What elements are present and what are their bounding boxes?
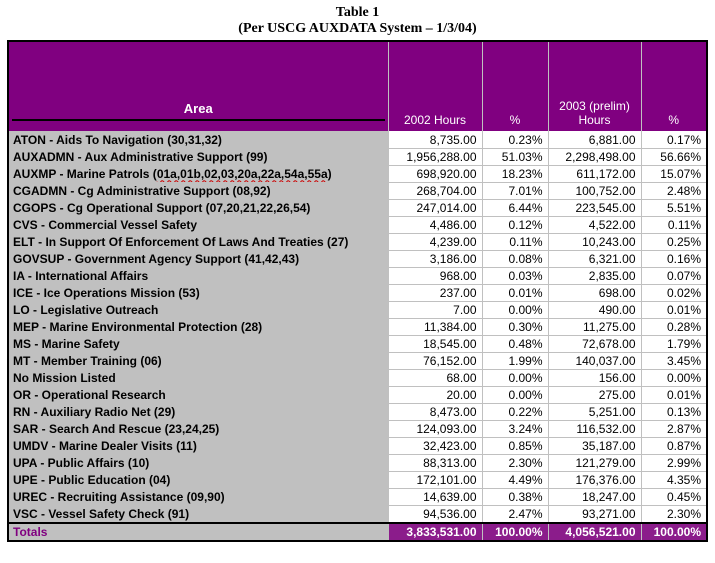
table-footer bbox=[8, 523, 707, 541]
pct-2002-cell: 0.23% bbox=[482, 131, 548, 148]
table-row bbox=[8, 301, 707, 318]
pct-2002-cell: 2.30% bbox=[482, 454, 548, 471]
totals-2002-hours: 3,833,531.00 bbox=[388, 523, 482, 541]
pct-2003-cell: 0.02% bbox=[641, 284, 707, 301]
table-row bbox=[8, 148, 707, 165]
pct-2002-cell: 0.01% bbox=[482, 284, 548, 301]
table-row bbox=[8, 437, 707, 454]
pct-2003-cell: 0.45% bbox=[641, 488, 707, 505]
table-row bbox=[8, 267, 707, 284]
hours-2003-cell: 2,835.00 bbox=[548, 267, 641, 284]
table-row bbox=[8, 335, 707, 352]
hours-2003-cell: 11,275.00 bbox=[548, 318, 641, 335]
totals-row bbox=[8, 523, 707, 541]
area-cell: ATON - Aids To Navigation (30,31,32) bbox=[8, 131, 388, 148]
pct-2003-cell: 0.01% bbox=[641, 301, 707, 318]
hours-2002-cell: 237.00 bbox=[388, 284, 482, 301]
table-row bbox=[8, 420, 707, 437]
pct-2002-cell: 0.38% bbox=[482, 488, 548, 505]
column-header-area bbox=[8, 41, 388, 131]
hours-2003-cell: 116,532.00 bbox=[548, 420, 641, 437]
table-row bbox=[8, 233, 707, 250]
hours-2003-cell: 5,251.00 bbox=[548, 403, 641, 420]
pct-2002-cell: 0.11% bbox=[482, 233, 548, 250]
hours-2002-cell: 124,093.00 bbox=[388, 420, 482, 437]
table-body bbox=[8, 131, 707, 523]
hours-2003-cell: 611,172.00 bbox=[548, 165, 641, 182]
hours-2003-cell: 140,037.00 bbox=[548, 352, 641, 369]
area-cell: UPA - Public Affairs (10) bbox=[8, 454, 388, 471]
pct-2003-cell: 2.87% bbox=[641, 420, 707, 437]
hours-2002-cell: 172,101.00 bbox=[388, 471, 482, 488]
hours-2002-cell: 4,486.00 bbox=[388, 216, 482, 233]
totals-2003-hours: 4,056,521.00 bbox=[548, 523, 641, 541]
area-cell: CVS - Commercial Vessel Safety bbox=[8, 216, 388, 233]
area-cell: LO - Legislative Outreach bbox=[8, 301, 388, 318]
area-cell: CGADMN - Cg Administrative Support (08,92) bbox=[8, 182, 388, 199]
pct-2003-cell: 2.30% bbox=[641, 505, 707, 523]
table-row bbox=[8, 199, 707, 216]
table-row bbox=[8, 216, 707, 233]
pct-2002-cell: 0.00% bbox=[482, 386, 548, 403]
totals-2002-pct: 100.00% bbox=[482, 523, 548, 541]
table-row bbox=[8, 386, 707, 403]
pct-2003-cell: 15.07% bbox=[641, 165, 707, 182]
hours-2003-cell: 156.00 bbox=[548, 369, 641, 386]
table-title: Table 1 bbox=[335, 5, 380, 20]
hours-2003-cell: 176,376.00 bbox=[548, 471, 641, 488]
hours-2002-cell: 4,239.00 bbox=[388, 233, 482, 250]
hours-2002-cell: 8,735.00 bbox=[388, 131, 482, 148]
pct-2003-cell: 0.01% bbox=[641, 386, 707, 403]
pct-2003-cell: 0.28% bbox=[641, 318, 707, 335]
table-row bbox=[8, 403, 707, 420]
pct-2002-cell: 6.44% bbox=[482, 199, 548, 216]
hours-2003-cell: 223,545.00 bbox=[548, 199, 641, 216]
column-header-2002-pct: % bbox=[482, 41, 548, 131]
pct-2003-cell: 56.66% bbox=[641, 148, 707, 165]
area-cell: ICE - Ice Operations Mission (53) bbox=[8, 284, 388, 301]
pct-2002-cell: 0.22% bbox=[482, 403, 548, 420]
table-row bbox=[8, 369, 707, 386]
hours-2002-cell: 32,423.00 bbox=[388, 437, 482, 454]
area-cell: No Mission Listed bbox=[8, 369, 388, 386]
table-row bbox=[8, 488, 707, 505]
table-header bbox=[8, 41, 707, 131]
area-cell: RN - Auxiliary Radio Net (29) bbox=[8, 403, 388, 420]
hours-2002-cell: 3,186.00 bbox=[388, 250, 482, 267]
column-header-2003-pct: % bbox=[641, 41, 707, 131]
pct-2002-cell: 4.49% bbox=[482, 471, 548, 488]
pct-2002-cell: 0.08% bbox=[482, 250, 548, 267]
area-cell: GOVSUP - Government Agency Support (41,42,43) bbox=[8, 250, 388, 267]
hours-2003-cell: 698.00 bbox=[548, 284, 641, 301]
table-row bbox=[8, 505, 707, 523]
pct-2002-cell: 0.00% bbox=[482, 301, 548, 318]
pct-2003-cell: 0.87% bbox=[641, 437, 707, 454]
pct-2003-cell: 0.25% bbox=[641, 233, 707, 250]
pct-2002-cell: 18.23% bbox=[482, 165, 548, 182]
pct-2002-cell: 0.30% bbox=[482, 318, 548, 335]
pct-2003-cell: 1.79% bbox=[641, 335, 707, 352]
hours-2002-cell: 8,473.00 bbox=[388, 403, 482, 420]
table-row bbox=[8, 471, 707, 488]
table-row bbox=[8, 250, 707, 267]
area-cell: VSC - Vessel Safety Check (91) bbox=[8, 505, 388, 523]
pct-2003-cell: 0.11% bbox=[641, 216, 707, 233]
column-header-2003-hours: 2003 (prelim) Hours bbox=[548, 41, 641, 131]
pct-2003-cell: 0.17% bbox=[641, 131, 707, 148]
hours-2003-cell: 72,678.00 bbox=[548, 335, 641, 352]
pct-2003-cell: 2.48% bbox=[641, 182, 707, 199]
area-cell: MS - Marine Safety bbox=[8, 335, 388, 352]
hours-2003-cell: 121,279.00 bbox=[548, 454, 641, 471]
table-row bbox=[8, 182, 707, 199]
totals-label: Totals bbox=[8, 523, 388, 541]
hours-2002-cell: 20.00 bbox=[388, 386, 482, 403]
hours-2002-cell: 698,920.00 bbox=[388, 165, 482, 182]
hours-2003-cell: 93,271.00 bbox=[548, 505, 641, 523]
hours-2002-cell: 268,704.00 bbox=[388, 182, 482, 199]
hours-2002-cell: 11,384.00 bbox=[388, 318, 482, 335]
hours-2002-cell: 247,014.00 bbox=[388, 199, 482, 216]
area-cell: CGOPS - Cg Operational Support (07,20,21,22,26,54) bbox=[8, 199, 388, 216]
hours-2003-cell: 6,881.00 bbox=[548, 131, 641, 148]
pct-2003-cell: 2.99% bbox=[641, 454, 707, 471]
table-row bbox=[8, 454, 707, 471]
hours-2002-cell: 68.00 bbox=[388, 369, 482, 386]
hours-2002-cell: 18,545.00 bbox=[388, 335, 482, 352]
pct-2002-cell: 3.24% bbox=[482, 420, 548, 437]
area-cell: SAR - Search And Rescue (23,24,25) bbox=[8, 420, 388, 437]
table-row bbox=[8, 165, 707, 182]
area-cell: UREC - Recruiting Assistance (09,90) bbox=[8, 488, 388, 505]
pct-2002-cell: 2.47% bbox=[482, 505, 548, 523]
pct-2002-cell: 0.03% bbox=[482, 267, 548, 284]
pct-2003-cell: 0.07% bbox=[641, 267, 707, 284]
hours-2002-cell: 94,536.00 bbox=[388, 505, 482, 523]
hours-2003-cell: 10,243.00 bbox=[548, 233, 641, 250]
table-row bbox=[8, 352, 707, 369]
auxdata-hours-table bbox=[7, 40, 708, 542]
pct-2003-cell: 0.16% bbox=[641, 250, 707, 267]
pct-2002-cell: 51.03% bbox=[482, 148, 548, 165]
area-cell: UPE - Public Education (04) bbox=[8, 471, 388, 488]
area-cell: UMDV - Marine Dealer Visits (11) bbox=[8, 437, 388, 454]
pct-2002-cell: 0.00% bbox=[482, 369, 548, 386]
area-cell: ELT - In Support Of Enforcement Of Laws And Treaties (27) bbox=[8, 233, 388, 250]
pct-2003-cell: 3.45% bbox=[641, 352, 707, 369]
hours-2003-cell: 4,522.00 bbox=[548, 216, 641, 233]
hours-2002-cell: 7.00 bbox=[388, 301, 482, 318]
column-header-2002-hours: 2002 Hours bbox=[388, 41, 482, 131]
area-header-label: Area bbox=[12, 101, 385, 121]
area-cell: AUXMP - Marine Patrols (01a,01b,02,03,20a,22a,54a,55a) bbox=[8, 165, 388, 182]
hours-2003-cell: 6,321.00 bbox=[548, 250, 641, 267]
pct-2003-cell: 5.51% bbox=[641, 199, 707, 216]
pct-2003-cell: 0.13% bbox=[641, 403, 707, 420]
hours-2002-cell: 14,639.00 bbox=[388, 488, 482, 505]
table-title-block bbox=[0, 0, 715, 37]
totals-2003-pct: 100.00% bbox=[641, 523, 707, 541]
area-cell: IA - International Affairs bbox=[8, 267, 388, 284]
spellcheck-underlined-text: 01a,01b,02,03,20a,22a,54a,55a bbox=[156, 166, 328, 181]
pct-2002-cell: 0.48% bbox=[482, 335, 548, 352]
table-subtitle: (Per USCG AUXDATA System – 1/3/04) bbox=[238, 21, 477, 36]
pct-2002-cell: 7.01% bbox=[482, 182, 548, 199]
pct-2003-cell: 0.00% bbox=[641, 369, 707, 386]
hours-2003-cell: 2,298,498.00 bbox=[548, 148, 641, 165]
pct-2003-cell: 4.35% bbox=[641, 471, 707, 488]
table-row bbox=[8, 284, 707, 301]
hours-2002-cell: 968.00 bbox=[388, 267, 482, 284]
hours-2003-cell: 100,752.00 bbox=[548, 182, 641, 199]
table-row bbox=[8, 131, 707, 148]
pct-2002-cell: 0.12% bbox=[482, 216, 548, 233]
pct-2002-cell: 1.99% bbox=[482, 352, 548, 369]
hours-2002-cell: 88,313.00 bbox=[388, 454, 482, 471]
hours-2002-cell: 76,152.00 bbox=[388, 352, 482, 369]
table-row bbox=[8, 318, 707, 335]
hours-2003-cell: 490.00 bbox=[548, 301, 641, 318]
hours-2002-cell: 1,956,288.00 bbox=[388, 148, 482, 165]
hours-2003-cell: 35,187.00 bbox=[548, 437, 641, 454]
pct-2002-cell: 0.85% bbox=[482, 437, 548, 454]
area-cell: AUXADMN - Aux Administrative Support (99) bbox=[8, 148, 388, 165]
area-cell: MT - Member Training (06) bbox=[8, 352, 388, 369]
area-cell: OR - Operational Research bbox=[8, 386, 388, 403]
hours-2003-cell: 18,247.00 bbox=[548, 488, 641, 505]
hours-2003-cell: 275.00 bbox=[548, 386, 641, 403]
area-cell: MEP - Marine Environmental Protection (28) bbox=[8, 318, 388, 335]
